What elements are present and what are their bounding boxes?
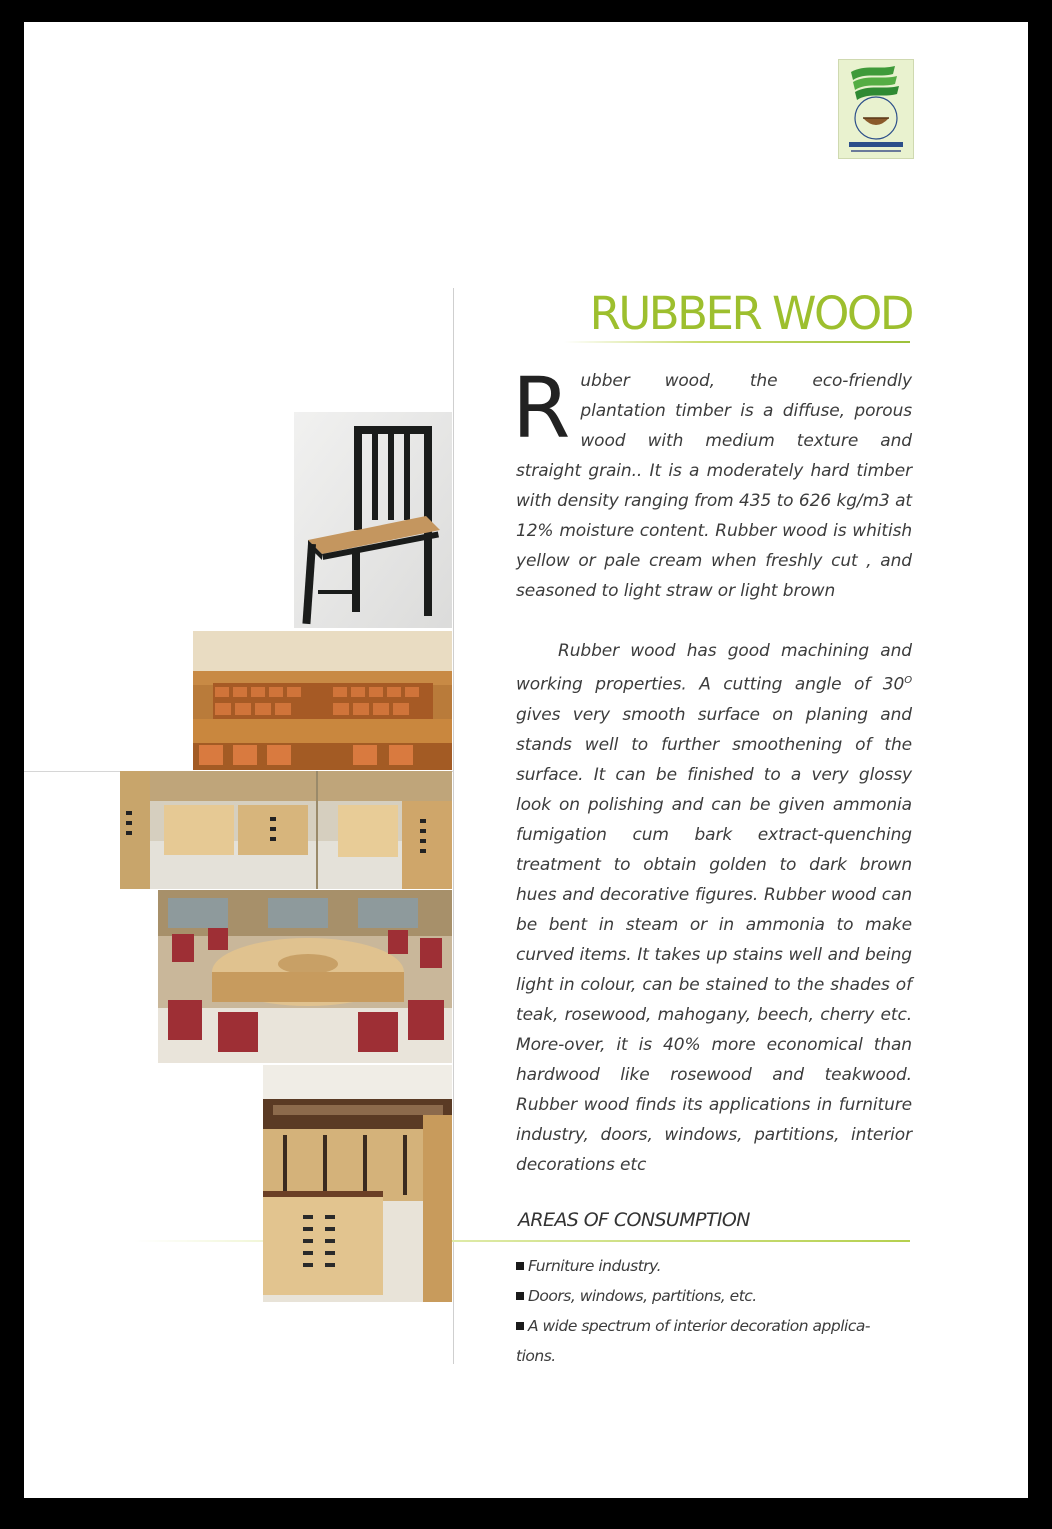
conference-table-photo — [158, 890, 452, 1063]
list-item: Furniture industry. — [516, 1251, 896, 1281]
intro-text: ubber wood, the eco-friendly plantation timber is a diffuse, porous wood with medium texture and straight grain.. It is a moderately hard timber with density ranging from 435 to 626 kg/m3 at 12% moisture content. Rubber wood is whitish yellow or pale cream when freshly cut , and seasoned to light straw or light brown — [516, 371, 912, 601]
chair-photo — [294, 412, 452, 628]
square-bullet-icon — [516, 1292, 524, 1300]
page-title: RUBBER WOOD — [589, 287, 912, 340]
areas-underline — [134, 1240, 910, 1242]
square-bullet-icon — [516, 1262, 524, 1270]
office-partitions-photo — [120, 771, 452, 889]
list-item: Doors, windows, partitions, etc. — [516, 1281, 896, 1311]
rubber-board-logo — [838, 59, 914, 159]
areas-heading: AREAS OF CONSUMPTION — [518, 1209, 750, 1231]
square-bullet-icon — [516, 1322, 524, 1330]
intro-paragraph — [512, 359, 912, 606]
drop-cap: R — [512, 359, 567, 457]
properties-paragraph: Rubber wood has good machining and working properties. A cutting angle of $30^O$ gives very smooth surface on planing and stands well to further smoothening of the surface. It can be finished to a very glossy look on polishing and can be given ammonia fumigation cum bark extract-quenching treatment to obtain golden to dark brown hues and decorative figures. Rubber wood can be bent in steam or in ammonia to make curved items. It takes up stains well and being light in colour, can be stained to the shades of teak, rosewood, mahogany, beech, cherry etc. More-over, it is 40% more economical than hardwood like rosewood and teakwood. Rubber wood finds its applications in furniture industry, doors, windows, partitions, interior decorations etc — [516, 641, 912, 1175]
list-item: A wide spectrum of interior decoration applica-tions. — [516, 1317, 870, 1365]
auditorium-photo — [193, 631, 452, 770]
partitioned-hall-photo — [263, 1065, 452, 1302]
areas-list — [516, 1251, 896, 1371]
brochure-page — [24, 22, 1028, 1498]
vertical-divider — [453, 288, 454, 1364]
degree-superscript: O — [904, 675, 912, 686]
